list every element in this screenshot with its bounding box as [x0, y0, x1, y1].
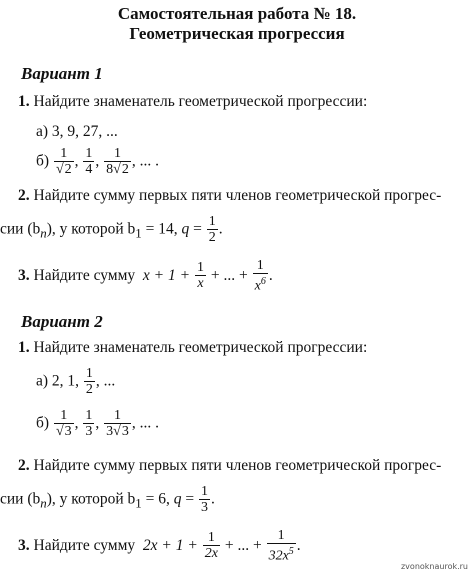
subitem-label: а) [36, 372, 49, 390]
variant-2-heading: Вариант 2 [21, 312, 103, 331]
variant-1-heading: Вариант 1 [21, 64, 103, 83]
sequence-tail: , ... . [131, 152, 159, 170]
radicand: 3 [64, 424, 72, 439]
subscript: n [40, 495, 47, 511]
fraction-denominator: 2x [204, 546, 218, 562]
v2-task-1 [18, 338, 367, 358]
fraction-denominator [267, 543, 296, 565]
task-text: Найдите знаменатель геометрической прогрессии: [33, 339, 368, 356]
fraction [207, 214, 218, 246]
v1-task-2-line1 [18, 186, 441, 206]
watermark: zvonoknaurok.ru [400, 562, 468, 571]
base: 32x [268, 548, 289, 564]
v1-task-2-line2: сии $(b_n)$, у которой $b_1 = 14$, q = $\frac{1}{2}$ . [0, 214, 223, 245]
fraction-numerator: 1 [113, 408, 121, 423]
fraction-numerator: 1 [85, 408, 93, 423]
fraction-numerator: 1 [208, 214, 216, 229]
task-text: Найдите знаменатель геометрической прогрессии: [33, 93, 368, 110]
task-number: 2. [18, 457, 30, 474]
fraction-numerator: 1 [60, 408, 68, 423]
subitem-label: а) [36, 123, 49, 140]
radicand: 2 [64, 162, 72, 177]
subscript: 1 [135, 225, 142, 241]
base: x [254, 278, 261, 294]
fraction [195, 260, 206, 292]
fraction-denominator: 8√2 [106, 162, 129, 177]
q-symbol: q [181, 220, 190, 238]
exponent: 6 [260, 276, 266, 287]
b1-value: = 6, [141, 490, 170, 508]
task-number: 1. [18, 339, 30, 356]
fraction [203, 530, 220, 562]
fraction-numerator: 1 [207, 530, 215, 546]
fraction-denominator: 4 [85, 162, 93, 177]
q-symbol: q [173, 490, 182, 508]
fraction [83, 408, 94, 440]
fraction-denominator [253, 273, 268, 295]
fraction [84, 366, 95, 398]
task-text: сии (b [0, 220, 41, 238]
fraction-numerator: 1 [196, 260, 204, 276]
b1-value: = 14, [141, 220, 178, 238]
subitem-label: б) [36, 414, 50, 432]
v2-task-3: 3. Найдите сумму 2x + 1 + $\frac{1}{2x}$ + ... + $\frac{1}{32x^5}$ . [18, 528, 301, 564]
sequence: 3, 9, 27, ... [51, 123, 118, 140]
page-title: Самостоятельная работа № 18. [117, 4, 357, 23]
task-number: 3. [18, 266, 30, 284]
task-text: ), у которой b [46, 490, 136, 508]
task-number: 2. [18, 187, 30, 204]
fraction-denominator: x [195, 275, 206, 292]
task-text: Найдите сумму первых пяти членов геометрической прогрес- [33, 457, 442, 474]
task-text: ), у которой b [46, 220, 136, 238]
task-text: Найдите сумму первых пяти членов геометрической прогрес- [33, 187, 442, 204]
subscript: 1 [135, 495, 142, 511]
coefficient: 8 [106, 162, 114, 177]
v2-task-1a [36, 366, 115, 398]
task-text: Найдите сумму [33, 266, 136, 284]
fraction-numerator: 1 [256, 258, 264, 273]
v1-task-3: 3. Найдите сумму x + 1 + $\frac{1}{x}$ + ... + $\frac{1}{x^6}$ . [18, 258, 273, 294]
v1-task-1b: б) $\frac{1}{√2}$ , $\frac{1}{4}$ , $\frac{1}{8√2}$ , ... . [36, 146, 159, 177]
fraction-denominator: √2 [55, 162, 72, 177]
fraction-numerator: 1 [85, 366, 93, 381]
fraction-numerator: 1 [85, 146, 93, 161]
fraction [54, 146, 74, 178]
fraction-denominator: 2 [85, 382, 93, 397]
task-text: Найдите сумму [33, 536, 136, 554]
fraction [253, 258, 268, 295]
subitem-label: б) [36, 152, 50, 170]
fraction-denominator: 2 [208, 230, 216, 245]
fraction [104, 408, 131, 440]
task-text: сии (b [0, 490, 41, 508]
expression: + ... + [210, 266, 248, 284]
fraction-numerator: 1 [201, 484, 208, 499]
fraction-numerator: 1 [113, 146, 121, 161]
v2-task-2-line2: сии $(b_n)$, у которой $b_1 = 6$, q = $\frac{1}{3}$ . [0, 484, 215, 515]
expression: + ... + [224, 536, 262, 554]
subscript: n [40, 225, 47, 241]
v1-task-1 [18, 92, 367, 112]
fraction [199, 484, 210, 516]
page-subtitle: Геометрическая прогрессия [129, 24, 345, 43]
task-number: 1. [18, 93, 30, 110]
fraction-denominator: 3 [201, 500, 208, 515]
fraction-numerator: 1 [277, 528, 285, 543]
coefficient: 3 [106, 424, 114, 439]
fraction-denominator: 3 [85, 424, 93, 439]
v2-task-1b: б) $\frac{1}{√3}$ , $\frac{1}{3}$ , $\frac{1}{3√3}$ , ... . [36, 408, 159, 439]
expression: 2x + 1 + [142, 536, 198, 554]
fraction [83, 146, 94, 178]
fraction [267, 528, 296, 565]
fraction-denominator: √3 [55, 424, 72, 439]
fraction [104, 146, 131, 178]
radicand: 2 [121, 162, 129, 177]
v2-task-2-line1 [18, 456, 441, 476]
fraction [54, 408, 74, 440]
v1-task-1a [36, 122, 118, 142]
task-number: 3. [18, 536, 30, 554]
expression: x + 1 + [142, 266, 191, 284]
fraction-numerator: 1 [60, 146, 68, 161]
exponent: 5 [288, 546, 294, 557]
radicand: 3 [121, 424, 129, 439]
fraction-denominator: 3√3 [106, 424, 129, 439]
sequence-tail: , ... . [131, 414, 159, 432]
sequence: 2, 1, [51, 372, 80, 390]
sequence-tail: , ... [95, 372, 116, 390]
